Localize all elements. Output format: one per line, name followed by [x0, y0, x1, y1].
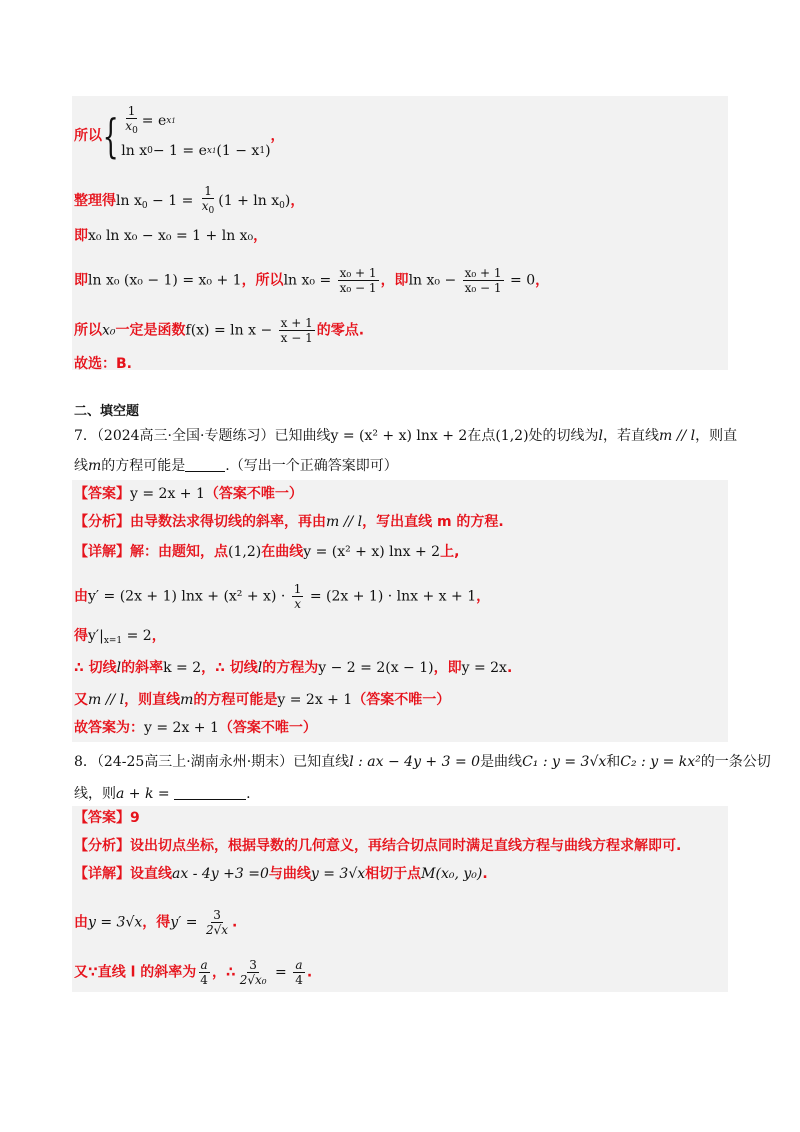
q7-analysis: 【分析】由导数法求得切线的斜率，再由m // l，写出直线 m 的方程. — [74, 514, 504, 530]
q7-answer: 【答案】y = 2x + 1（答案不唯一） — [74, 486, 303, 502]
q7-get: 得$y'|_{x=1} = 2$， — [74, 628, 166, 646]
so2-line: 所以x₀一定是函数f(x) = ln x − $\frac{x + 1}{x - 1}$ 的零点. — [74, 316, 365, 345]
ie-line: 即x₀ ln x₀ − x₀ = 1 + ln x₀， — [74, 228, 268, 244]
answer-blank[interactable] — [185, 471, 225, 472]
ie2-line: 即ln x₀ (x₀ − 1) = x₀ + 1，所以ln x₀ = $\frac{\text{x₀ + 1}}{\text{x₀ − 1}}$ ，即ln x₀ − $\frac{\text{x₀ + 1}}{\text{x₀ − 1}}$ = 0， — [74, 266, 550, 295]
question-8-line1: 8．（24-25高三上·湖南永州·期末）已知直线l : ax − 4y + 3 = 0是曲线C₁ : y = 3√x和C₂ : y = kx²的一条公切 — [74, 754, 771, 770]
q7-detail: 【详解】解：由题知，点(1,2)在曲线y = (x² + x) lnx + 2上, — [74, 544, 460, 560]
section-title: 二、填空题 — [74, 404, 140, 419]
q7-slope: ∴ 切线l的斜率k = 2，∴ 切线l的方程为y − 2 = 2(x − 1)，即y = 2x. — [74, 660, 513, 676]
question-7-line2: 线m的方程可能是 .（写出一个正确答案即可） — [74, 458, 398, 474]
fraction: $\frac{1}{x_0}$ — [125, 104, 138, 136]
q7-final: 故答案为：y = 2x + 1（答案不唯一） — [74, 720, 317, 736]
system-line — [74, 106, 285, 166]
q8-also: 又∵直线 l 的斜率为 $\frac{a}{4}$ ，∴ $\frac{3}{\text{2√x₀}}$ = $\frac{a}{4}$ . — [74, 958, 313, 987]
question-8-line2: 线，则a + k = . — [74, 786, 251, 802]
so-label: 所以 — [74, 128, 102, 144]
question-7-line1: 7．（2024高三·全国·专题练习）已知曲线y = (x² + x) lnx + 2在点(1,2)处的切线为l，若直线m // l，则直 — [74, 428, 738, 444]
choice-line: 故选：B. — [74, 356, 132, 372]
equation-system: $\frac{1}{x_0}$ = e x1 ln x 0 − 1 = e x1 (1 − x 1 ) — [121, 104, 271, 159]
brace-icon: { — [102, 109, 119, 163]
q8-analysis: 【分析】设出切点坐标，根据导数的几何意义，再结合切点同时满足直线方程与曲线方程求解即可. — [74, 838, 682, 854]
q8-answer: 【答案】9 — [74, 810, 140, 826]
comma: ， — [270, 128, 285, 144]
q7-derivative: 由y′ = (2x + 1) lnx + (x² + x) · $\frac{1}{x}$ = (2x + 1) · lnx + x + 1， — [74, 582, 491, 611]
arrange-line: 整理得$\ln x_0 - 1$ = $\frac{1}{x_0}$ $(1 + \ln x_0)$， — [74, 184, 305, 216]
q8-detail: 【详解】设直线ax - 4y +3 =0与曲线y = 3√x相切于点M(x₀, y₀). — [74, 866, 488, 882]
q8-by: 由y = 3√x，得y′ = $\frac{3}{2√x}$ . — [74, 908, 238, 937]
q7-also: 又m // l，则直线m的方程可能是y = 2x + 1（答案不唯一） — [74, 692, 451, 708]
answer-blank[interactable] — [174, 799, 246, 800]
